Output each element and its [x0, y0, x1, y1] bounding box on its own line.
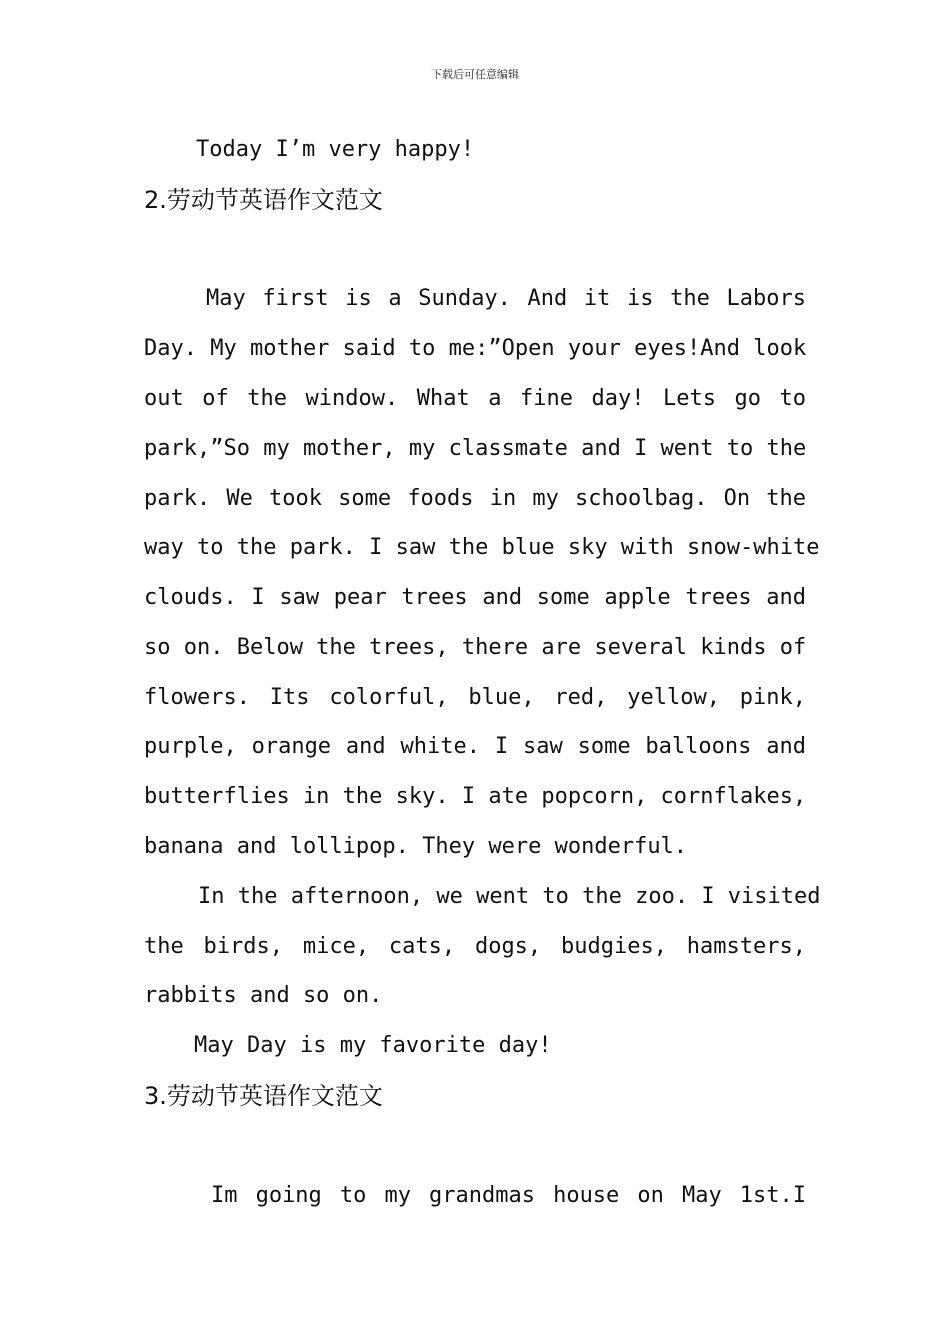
- paragraph-line: park. We took some foods in my schoolbag. On the: [144, 486, 806, 511]
- paragraph-line: Today I’m very happy!: [196, 137, 475, 162]
- paragraph-line: May first is a Sunday. And it is the Labors: [206, 286, 806, 311]
- paragraph-line: Day. My mother said to me:”Open your eyes!And look: [144, 336, 807, 361]
- paragraph-line: way to the park. I saw the blue sky with snow-white: [144, 535, 820, 560]
- paragraph-line: Im going to my grandmas house on May 1st.I: [211, 1183, 806, 1208]
- paragraph-line: In the afternoon, we went to the zoo. I visited: [198, 884, 821, 909]
- paragraph-line: park,”So my mother, my classmate and I went to the: [144, 436, 807, 461]
- paragraph-line: purple, orange and white. I saw some balloons and: [144, 734, 806, 759]
- paragraph-line: out of the window. What a fine day! Lets go to: [144, 386, 806, 411]
- paragraph-line: clouds. I saw pear trees and some apple trees and: [144, 585, 806, 610]
- paragraph-line: flowers. Its colorful, blue, red, yellow, pink,: [144, 685, 806, 710]
- paragraph-line: so on. Below the trees, there are several kinds of: [144, 635, 807, 660]
- paragraph-line: banana and lollipop. They were wonderful.: [144, 834, 688, 859]
- section-heading: 2.劳动节英语作文范文: [144, 186, 383, 214]
- section-heading: 3.劳动节英语作文范文: [144, 1082, 383, 1110]
- paragraph-line: rabbits and so on.: [144, 983, 383, 1008]
- paragraph-line: May Day is my favorite day!: [194, 1033, 552, 1058]
- page-header: 下载后可任意编辑: [431, 68, 519, 81]
- paragraph-line: butterflies in the sky. I ate popcorn, cornflakes,: [144, 784, 807, 809]
- paragraph-line: the birds, mice, cats, dogs, budgies, hamsters,: [144, 934, 806, 959]
